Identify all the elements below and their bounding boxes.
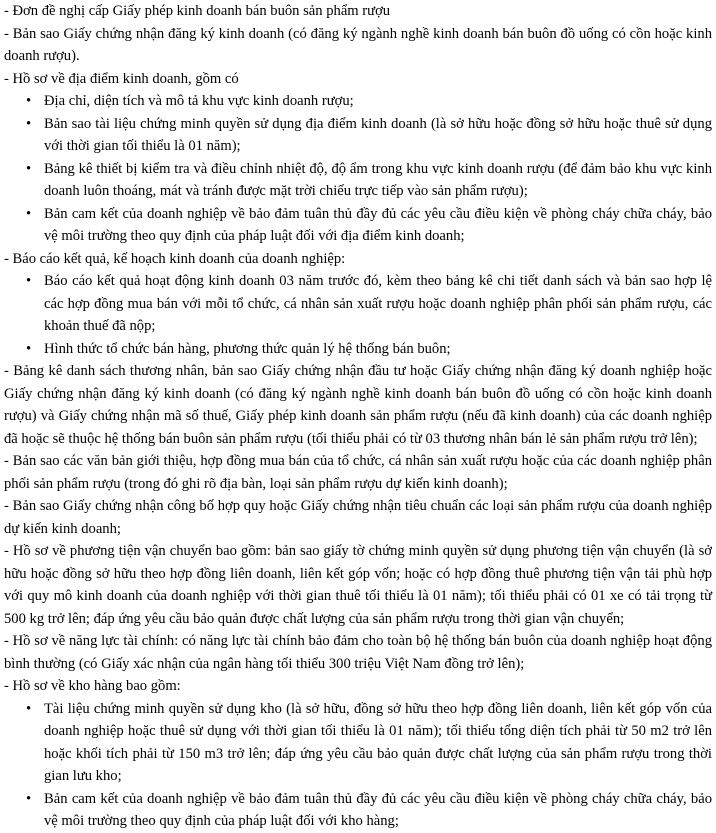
bullet-item: • Bảng kê thiết bị kiểm tra và điều chỉnh nhiệt độ, độ ẩm trong khu vực kinh doanh rượu (để đảm bảo khu vực kinh doanh luôn thoáng, mát và tránh được mặt trời chiếu trực tiếp vào sản phẩm rượu); [44,158,712,203]
paragraph: - Hồ sơ về phương tiện vận chuyển bao gồm: bản sao giấy tờ chứng minh quyền sử dụng phương tiện vận chuyển (là sở hữu hoặc đồng sở hữu theo hợp đồng liên doanh, liên kết góp vốn; hoặc có hợp đồng thuê phương tiện vận tải phù hợp với quy mô kinh doanh của doanh nghiệp với thời gian thuê tối thiểu là 01 năm); tối thiểu phải có 01 xe có tải trọng từ 500 kg trở lên; đáp ứng yêu cầu bảo quản được chất lượng của sản phẩm rượu trong thời gian vận chuyển; [4,543,712,627]
bullet-item: • Bản cam kết của doanh nghiệp về bảo đảm tuân thủ đầy đủ các yêu cầu điều kiện về phòng cháy chữa cháy, bảo vệ môi trường theo quy định của pháp luật đối với địa điểm kinh doanh; [44,203,712,248]
paragraph: - Hồ sơ về năng lực tài chính: có năng lực tài chính bảo đảm cho toàn bộ hệ thống bán buôn của doanh nghiệp hoạt động bình thường (có Giấy xác nhận của ngân hàng tối thiểu 300 triệu Việt Nam đồng trở lên); [4,633,712,672]
bullet-list [4,90,712,248]
bullet-item: • Hình thức tổ chức bán hàng, phương thức quản lý hệ thống bán buôn; [44,338,712,361]
paragraph: - Hồ sơ về kho hàng bao gồm: [4,678,181,694]
paragraph: - Bản sao Giấy chứng nhận công bố hợp quy hoặc Giấy chứng nhận tiêu chuẩn các loại sản phẩm rượu của doanh nghiệp dự kiến kinh doanh; [4,498,712,537]
paragraph: - Bản sao Giấy chứng nhận đăng ký kinh doanh (có đăng ký ngành nghề kinh doanh bán buôn đồ uống có cồn hoặc kinh doanh rượu). [4,25,712,64]
paragraph: - Hồ sơ về địa điểm kinh doanh, gồm có [4,70,239,87]
bullet-list [4,698,712,833]
bullet-item: • Bản sao tài liệu chứng minh quyền sử dụng địa điểm kinh doanh (là sở hữu hoặc đồng sở hữu hoặc thuê sử dụng với thời gian tối thiểu là 01 năm); [44,113,712,158]
paragraph: - Đơn đề nghị cấp Giấy phép kinh doanh bán buôn sản phẩm rượu [4,3,391,19]
paragraph: - Bảng kê danh sách thương nhân, bản sao Giấy chứng nhận đầu tư hoặc Giấy chứng nhận đăng ký doanh nghiệp hoặc Giấy chứng nhận đăng ký kinh doanh (có đăng ký ngành nghề kinh doanh bán buôn đồ uống có cồn hoặc kinh doanh rượu) và Giấy chứng nhận mã số thuế, Giấy phép kinh doanh sản phẩm rượu (nếu đã kinh doanh) của các doanh nghiệp đã hoặc sẽ thuộc hệ thống bán buôn sản phẩm rượu (tối thiểu phải có từ 03 thương nhân bán lẻ sản phẩm rượu trở lên); [4,363,712,447]
paragraph: - Bản sao các văn bản giới thiệu, hợp đồng mua bán của tổ chức, cá nhân sản xuất rượu hoặc của các doanh nghiệp phân phối sản phẩm rượu (trong đó ghi rõ địa bàn, loại sản phẩm rượu dự kiến kinh doanh); [4,453,712,492]
paragraph: - Báo cáo kết quả, kế hoạch kinh doanh của doanh nghiệp: [4,250,346,267]
bullet-item: • Tài liệu chứng minh quyền sử dụng kho (là sở hữu, đồng sở hữu theo hợp đồng liên doanh, liên kết góp vốn của doanh nghiệp hoặc thuê sử dụng với thời gian tối thiểu là 01 năm); tối thiểu tổng diện tích phải từ 50 m2 trở lên hoặc khối tích phải từ 150 m3 trở lên; đáp ứng yêu cầu bảo quản được chất lượng của sản phẩm rượu trong thời gian lưu kho; [44,698,712,788]
bullet-list [4,270,712,360]
bullet-item: • Địa chỉ, diện tích và mô tả khu vực kinh doanh rượu; [44,90,712,113]
bullet-item: • Bản cam kết của doanh nghiệp về bảo đảm tuân thủ đầy đủ các yêu cầu điều kiện về phòng cháy chữa cháy, bảo vệ môi trường theo quy định của pháp luật đối với kho hàng; [44,788,712,833]
bullet-item: • Báo cáo kết quả hoạt động kinh doanh 03 năm trước đó, kèm theo bảng kê chi tiết danh sách và bản sao hợp lệ các hợp đồng mua bán với mỗi tổ chức, cá nhân sản xuất rượu hoặc doanh nghiệp phân phối sản phẩm rượu, các khoản thuế đã nộp; [44,270,712,338]
